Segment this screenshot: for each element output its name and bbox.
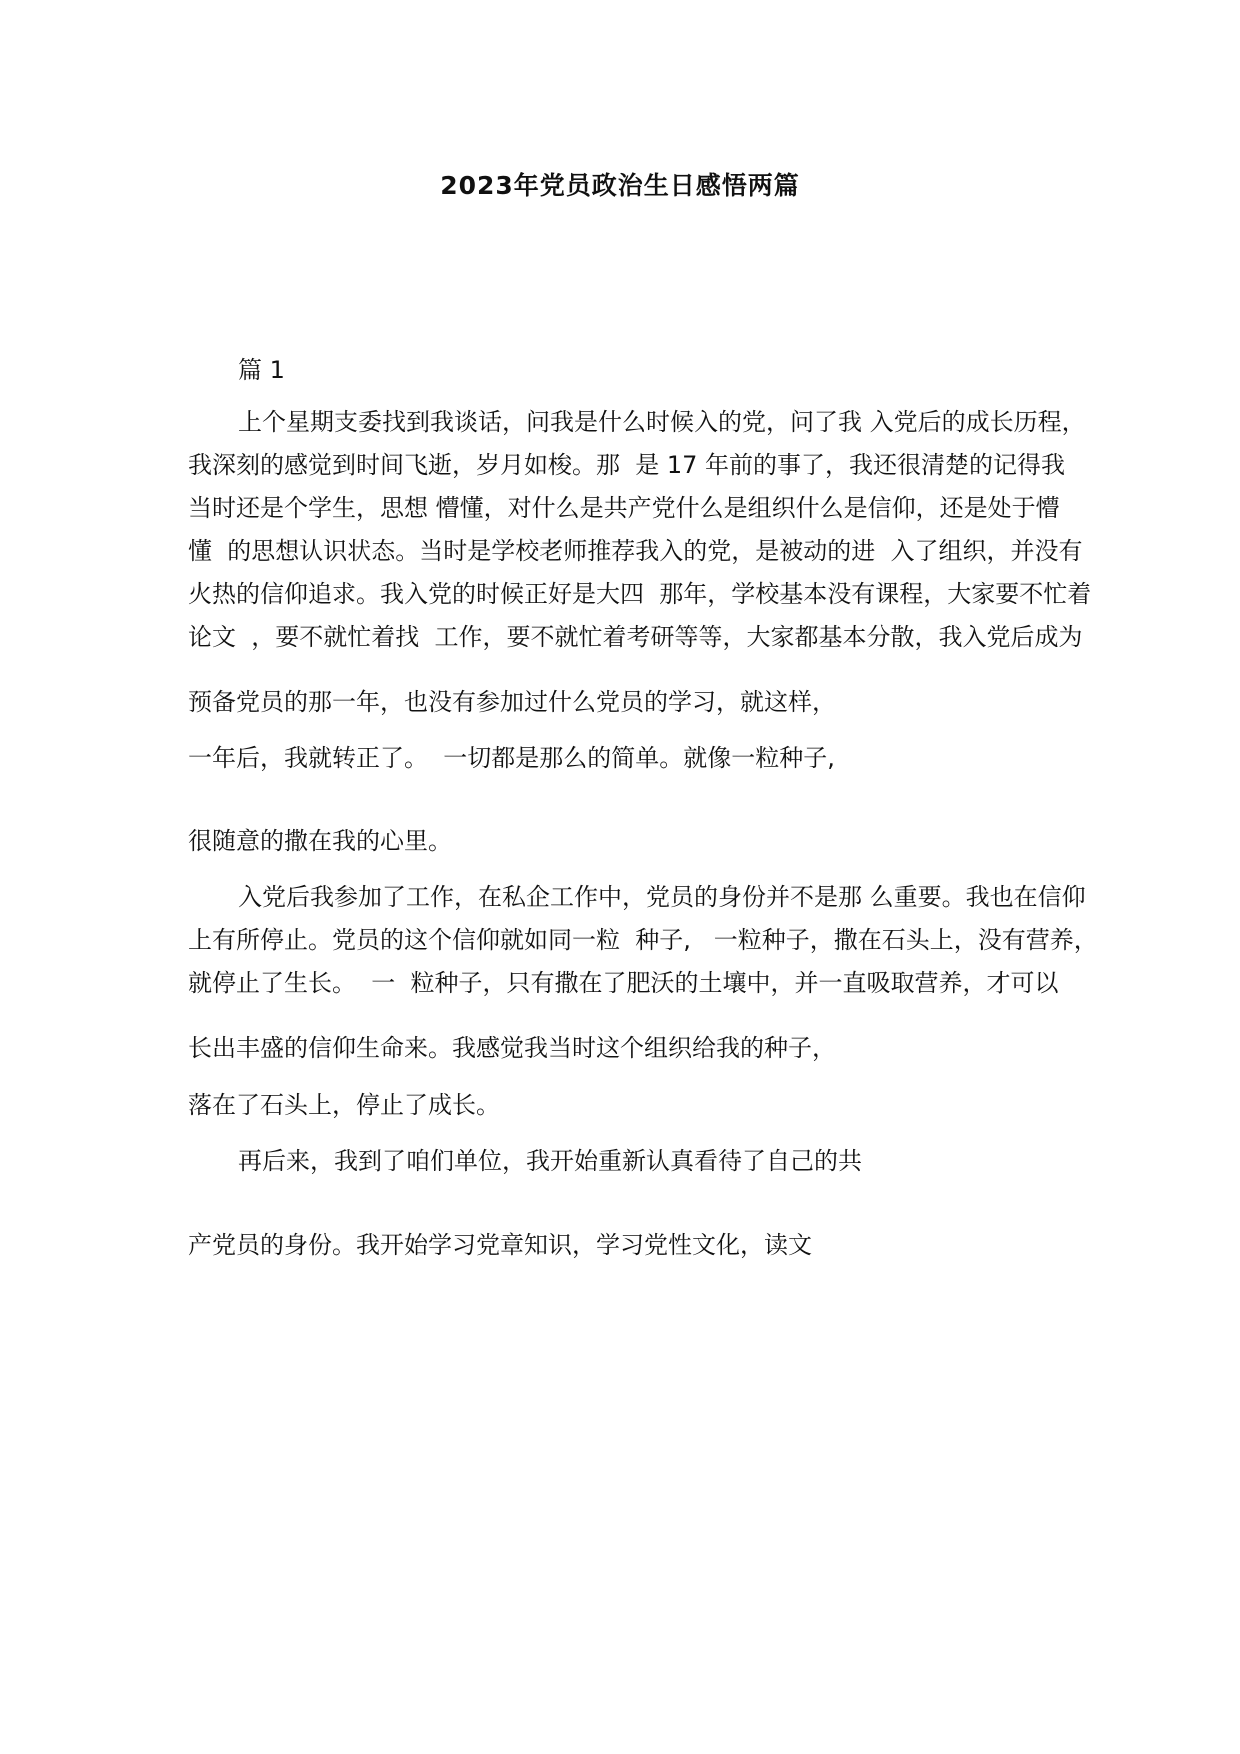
text-line: 上个星期支委找到我谈话，问我是什么时候入的党，问了我 入党后的成长历程， <box>238 408 1086 436</box>
text-line: 很随意的撒在我的心里。 <box>188 827 452 855</box>
text-line: 落在了石头上，停止了成长。 <box>188 1091 500 1119</box>
text-line: 长出丰盛的信仰生命来。我感觉我当时这个组织给我的种子， <box>188 1034 836 1062</box>
text-line: 火热的信仰追求。我入党的时候正好是大四 那年，学校基本没有课程，大家要不忙着 <box>188 580 1092 608</box>
text-line: 上有所停止。党员的这个信仰就如同一粒 种子, 一粒种子，撒在石头上，没有营养， <box>188 926 1098 954</box>
text-line: 就停止了生长。 一 粒种子，只有撒在了肥沃的土壤中，并一直吸取营养，才可以 <box>188 969 1059 997</box>
text-line: 再后来，我到了咱们单位，我开始重新认真看待了自己的共 <box>238 1147 862 1175</box>
text-line: 我深刻的感觉到时间飞逝，岁月如梭。那 是 17 年前的事了，我还很清楚的记得我 <box>188 451 1066 479</box>
text-line: 当时还是个学生，思想 懵懂，对什么是共产党什么是组织什么是信仰，还是处于懵 <box>188 494 1060 522</box>
text-line: 入党后我参加了工作，在私企工作中，党员的身份并不是那 么重要。我也在信仰 <box>238 883 1086 911</box>
text-line: 懂 的思想认识状态。当时是学校老师推荐我入的党，是被动的进 入了组织，并没有 <box>188 537 1083 565</box>
text-line: 预备党员的那一年，也没有参加过什么党员的学习，就这样， <box>188 688 836 716</box>
section-label: 篇 1 <box>238 356 285 384</box>
text-line: 一年后，我就转正了。 一切都是那么的简单。就像一粒种子, <box>188 744 835 772</box>
document-title: 2023年党员政治生日感悟两篇 <box>440 171 800 200</box>
text-line: 产党员的身份。我开始学习党章知识，学习党性文化，读文 <box>188 1231 812 1259</box>
text-line: 论文 ，要不就忙着找 工作，要不就忙着考研等等，大家都基本分散，我入党后成为 <box>188 623 1083 651</box>
